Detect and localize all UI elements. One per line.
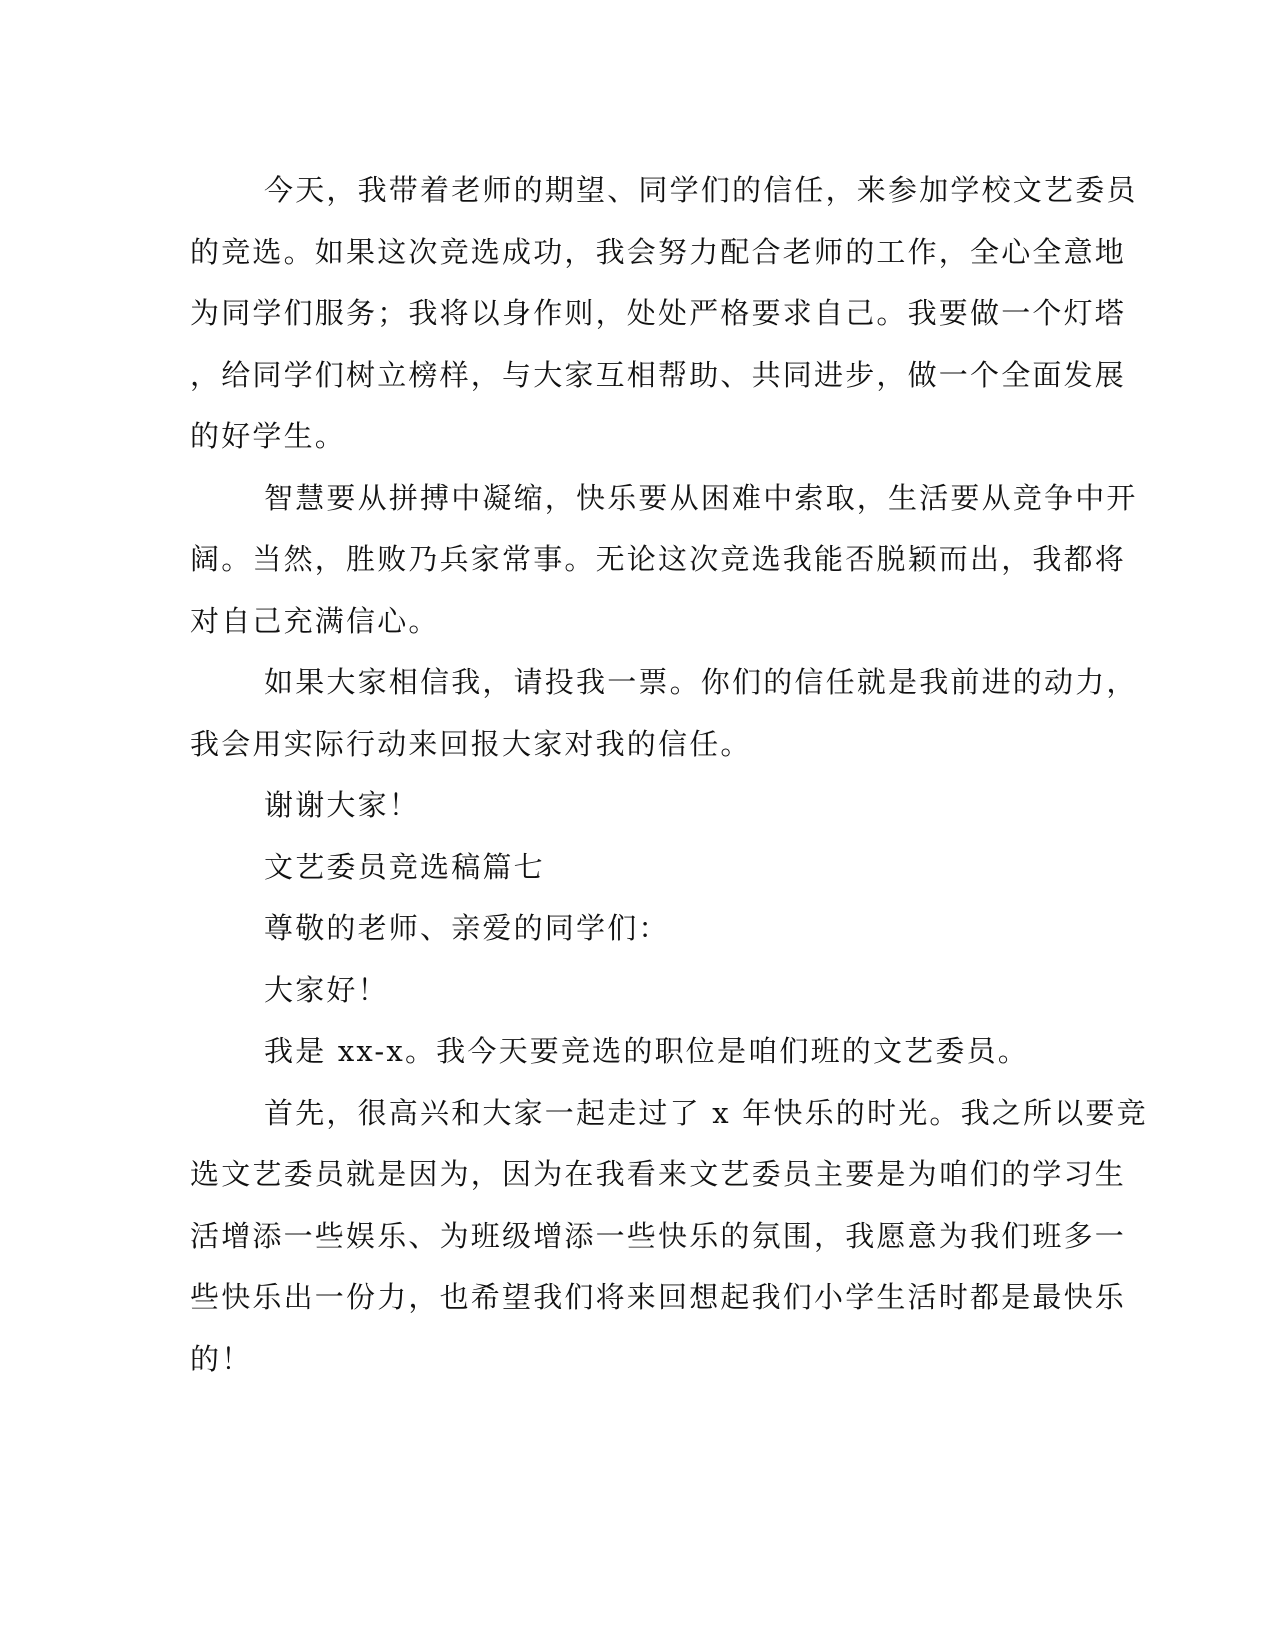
text-line: ，给同学们树立榜样，与大家互相帮助、共同进步，做一个全面发展 (190, 357, 1127, 392)
text-line: 活增添一些娱乐、为班级增添一些快乐的氛围，我愿意为我们班多一 (190, 1218, 1127, 1253)
text-line: 的好学生。 (190, 419, 347, 453)
text-line: 我会用实际行动来回报大家对我的信任。 (190, 726, 752, 761)
text-line: 为同学们服务；我将以身作则，处处严格要求自己。我要做一个灯塔 (190, 296, 1127, 330)
text-line: 对自己充满信心。 (190, 603, 440, 638)
text-line: 些快乐出一份力，也希望我们将来回想起我们小学生活时都是最快乐 (190, 1280, 1127, 1314)
text-line: 选文艺委员就是因为，因为在我看来文艺委员主要是为咱们的学习生 (190, 1157, 1127, 1191)
text-line: 的！ (190, 1341, 253, 1376)
salutation-line: 尊敬的老师、亲爱的同学们： (264, 911, 670, 945)
document-body (190, 160, 1148, 1390)
text-line: 智慧要从拼搏中凝缩，快乐要从困难中索取，生活要从竞争中开 (264, 480, 1138, 515)
text-line: 如果大家相信我，请投我一票。你们的信任就是我前进的动力， (264, 665, 1138, 699)
text-line: 今天，我带着老师的期望、同学们的信任，来参加学校文艺委员 (264, 173, 1138, 207)
text-line: 我是 xx-x。我今天要竞选的职位是咱们班的文艺委员。 (264, 1034, 1029, 1068)
thanks-line: 谢谢大家！ (264, 788, 421, 822)
text-line: 首先，很高兴和大家一起走过了 x 年快乐的时光。我之所以要竞 (264, 1095, 1148, 1130)
text-line: 的竞选。如果这次竞选成功，我会努力配合老师的工作，全心全意地 (190, 234, 1127, 269)
greeting-line: 大家好！ (264, 972, 389, 1007)
text-line: 阔。当然，胜败乃兵家常事。无论这次竞选我能否脱颖而出，我都将 (190, 542, 1127, 576)
section-title: 文艺委员竞选稿篇七 (264, 849, 545, 884)
